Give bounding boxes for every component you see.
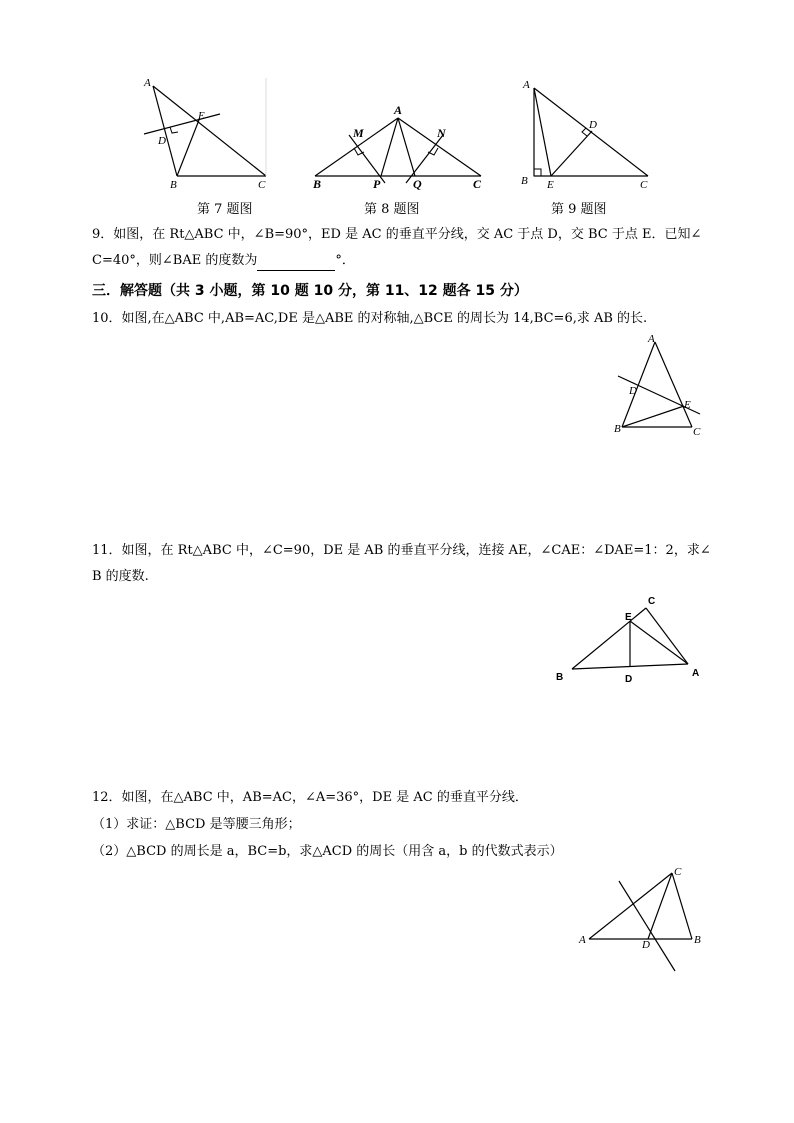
- fig8-label-c: C: [473, 177, 482, 191]
- fig8-caption: 第 8 题图: [364, 202, 420, 217]
- fig7-label-b: B: [170, 179, 177, 191]
- fig8-label-m: M: [353, 126, 364, 140]
- fig11-label-b: B: [556, 672, 564, 683]
- fig7-label-e: E: [198, 110, 205, 122]
- fig7-label-a: A: [144, 77, 151, 89]
- q9-answer-blank[interactable]: [257, 257, 335, 271]
- fig10-label-c: C: [693, 426, 701, 438]
- figure-11: [550, 592, 710, 688]
- fig9-label-d: D: [589, 119, 597, 131]
- figure-7: [140, 72, 280, 194]
- fig9-label-c: C: [640, 179, 648, 191]
- q9-line2: [92, 251, 355, 271]
- q9-line2-pre: C=40°，则∠BAE 的度数为: [92, 253, 258, 268]
- fig11-label-a: A: [692, 668, 700, 679]
- fig10-label-e: E: [684, 399, 691, 411]
- q12-line1: 12．如图，在△ABC 中，AB=AC，∠A=36°，DE 是 AC 的垂直平分线．: [92, 790, 528, 805]
- fig9-label-a: A: [523, 79, 530, 91]
- fig10-label-b: B: [614, 423, 621, 435]
- figure-8: [305, 100, 495, 196]
- fig10-label-a: A: [648, 333, 655, 345]
- fig8-label-b: B: [313, 177, 322, 191]
- fig9-caption: 第 9 题图: [551, 202, 607, 217]
- q12-line2: （1）求证：△BCD 是等腰三角形；: [92, 817, 301, 832]
- fig8-label-a: A: [394, 103, 403, 117]
- q10-text: 10．如图,在△ABC 中,AB=AC,DE 是△ABE 的对称轴,△BCE 的周长为 14,BC=6,求 AB 的长.: [92, 311, 648, 326]
- q12-line3: （2）△BCD 的周长是 a，BC=b，求△ACD 的周长（用含 a，b 的代数式表示）: [92, 844, 563, 859]
- figure-10: [612, 332, 708, 438]
- fig9-label-b: B: [521, 175, 528, 187]
- fig11-label-e: E: [625, 612, 632, 623]
- fig8-label-n: N: [437, 126, 446, 140]
- q11-line1: 11．如图，在 Rt△ABC 中，∠C=90，DE 是 AB 的垂直平分线，连接 AE，∠CAE：∠DAE=1：2，求∠: [92, 543, 711, 558]
- fig12-label-d: D: [642, 939, 650, 951]
- fig8-label-q: Q: [413, 177, 422, 191]
- fig11-label-d: D: [625, 674, 633, 685]
- fig12-label-b: B: [694, 934, 701, 946]
- q9-line1: 9．如图，在 Rt△ABC 中，∠B=90°，ED 是 AC 的垂直平分线，交 AC 于点 D，交 BC 于点 E．已知∠: [92, 227, 702, 242]
- fig12-label-c: C: [674, 866, 682, 878]
- fig9-label-e: E: [547, 179, 554, 191]
- fig7-label-d: D: [158, 135, 166, 147]
- q9-line2-post: °．: [335, 253, 355, 268]
- fig7-caption: 第 7 题图: [197, 202, 253, 217]
- fig12-label-a: A: [579, 934, 586, 946]
- fig11-label-c: C: [648, 596, 656, 607]
- fig10-label-d: D: [629, 385, 637, 397]
- section-3-title: 三．解答题（共 3 小题，第 10 题 10 分，第 11、12 题各 15 分）: [92, 283, 528, 299]
- q11-line2: B 的度数.: [92, 569, 149, 584]
- figure-12: [575, 865, 705, 975]
- fig7-label-c: C: [258, 179, 266, 191]
- fig8-label-p: P: [373, 177, 381, 191]
- figure-9: [515, 74, 665, 194]
